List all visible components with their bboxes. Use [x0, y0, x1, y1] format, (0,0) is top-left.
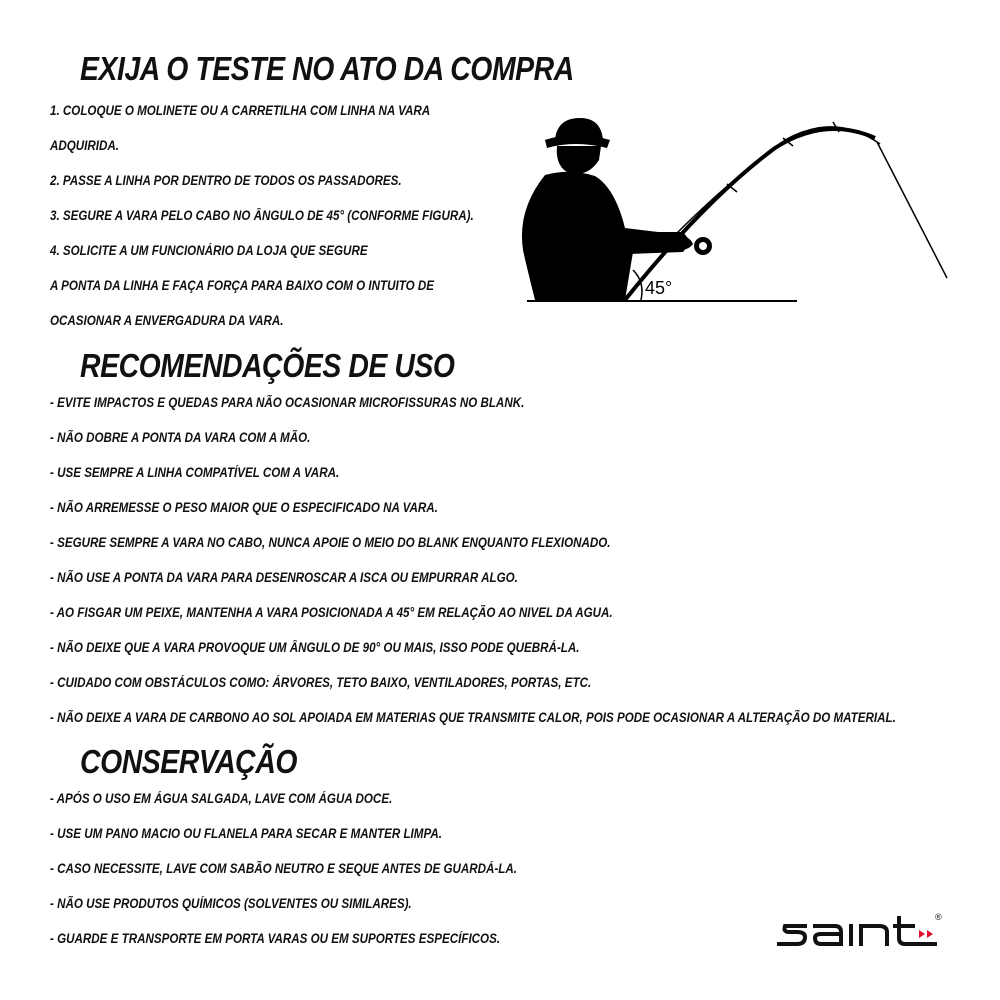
fisherman-silhouette: [522, 118, 693, 300]
test-section-title: EXIJA O TESTE NO ATO DA COMPRA: [80, 50, 574, 87]
red-chevrons-icon: [919, 930, 933, 938]
saint-logo: [775, 910, 950, 950]
conservation-line: - GUARDE E TRANSPORTE EM PORTA VARAS OU EM SUPORTES ESPECÍFICOS.: [50, 931, 501, 946]
conservation-section-title: CONSERVAÇÃO: [80, 743, 298, 780]
test-step-line: A PONTA DA LINHA E FAÇA FORÇA PARA BAIXO COM O INTUITO DE: [50, 278, 434, 293]
usage-line: - USE SEMPRE A LINHA COMPATÍVEL COM A VARA.: [50, 465, 340, 480]
angle-label: 45°: [645, 278, 673, 298]
test-step-line: ADQUIRIDA.: [50, 138, 120, 153]
fishing-line: [877, 142, 947, 278]
usage-line: - NÃO ARREMESSE O PESO MAIOR QUE O ESPECIFICADO NA VARA.: [50, 500, 438, 515]
usage-line: - CUIDADO COM OBSTÁCULOS COMO: ÁRVORES, TETO BAIXO, VENTILADORES, PORTAS, ETC.: [50, 675, 592, 690]
usage-line: - EVITE IMPACTOS E QUEDAS PARA NÃO OCASIONAR MICROFISSURAS NO BLANK.: [50, 395, 525, 410]
test-step-line: 3. SEGURE A VARA PELO CABO NO ÂNGULO DE 45° (CONFORME FIGURA).: [50, 208, 474, 223]
test-step-line: 2. PASSE A LINHA POR DENTRO DE TODOS OS PASSADORES.: [50, 173, 402, 188]
test-step-line: OCASIONAR A ENVERGADURA DA VARA.: [50, 313, 284, 328]
usage-line: - NÃO DEIXE A VARA DE CARBONO AO SOL APOIADA EM MATERIAS QUE TRANSMITE CALOR, POIS PODE OCASIONAR A ALTERAÇÃO DO MATERIAL.: [50, 710, 896, 725]
registered-mark: ®: [935, 912, 942, 922]
conservation-line: - CASO NECESSITE, LAVE COM SABÃO NEUTRO E SEQUE ANTES DE GUARDÁ-LA.: [50, 861, 518, 876]
test-step-line: 1. COLOQUE O MOLINETE OU A CARRETILHA COM LINHA NA VARA: [50, 103, 431, 118]
usage-line: - NÃO USE A PONTA DA VARA PARA DESENROSCAR A ISCA OU EMPURRAR ALGO.: [50, 570, 518, 585]
fisherman-illustration: [515, 110, 955, 310]
usage-line: - NÃO DOBRE A PONTA DA VARA COM A MÃO.: [50, 430, 311, 445]
fishing-rod: [625, 129, 875, 300]
usage-line: - SEGURE SEMPRE A VARA NO CABO, NUNCA APOIE O MEIO DO BLANK ENQUANTO FLEXIONADO.: [50, 535, 611, 550]
test-step-line: 4. SOLICITE A UM FUNCIONÁRIO DA LOJA QUE SEGURE: [50, 243, 368, 258]
conservation-line: - USE UM PANO MACIO OU FLANELA PARA SECAR E MANTER LIMPA.: [50, 826, 442, 841]
usage-line: - AO FISGAR UM PEIXE, MANTENHA A VARA POSICIONADA A 45° EM RELAÇÃO AO NIVEL DA AGUA.: [50, 605, 613, 620]
usage-section-title: RECOMENDAÇÕES DE USO: [80, 347, 455, 384]
usage-line: - NÃO DEIXE QUE A VARA PROVOQUE UM ÂNGULO DE 90° OU MAIS, ISSO PODE QUEBRÁ-LA.: [50, 640, 580, 655]
conservation-line: - APÓS O USO EM ÁGUA SALGADA, LAVE COM ÁGUA DOCE.: [50, 791, 393, 806]
conservation-line: - NÃO USE PRODUTOS QUÍMICOS (SOLVENTES OU SIMILARES).: [50, 896, 412, 911]
